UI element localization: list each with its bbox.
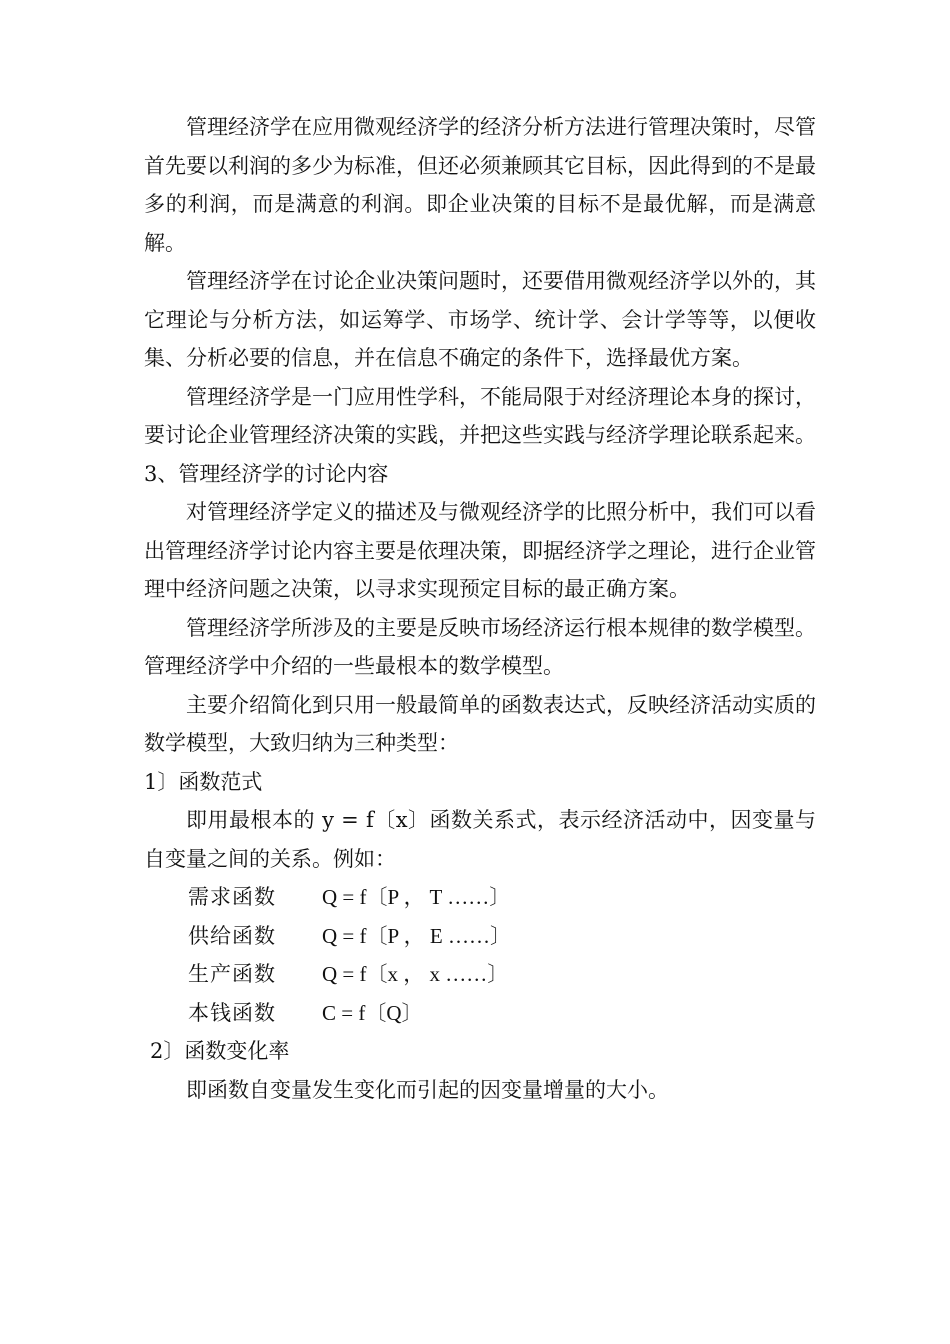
paragraph: 即用最根本的 y = f〔x〕函数关系式，表示经济活动中，因变量与自变量之间的关系。例如：: [144, 808, 816, 871]
paragraph: 主要介绍简化到只用一般最简单的函数表达式，反映经济活动实质的数学模型，大致归纳为三种类型：: [144, 692, 816, 755]
formula-row: [144, 878, 816, 917]
function-expression: Q = f〔P ， E ……〕: [322, 923, 511, 948]
paragraph: 管理经济学所涉及的主要是反映市场经济运行根本规律的数学模型。管理经济学中介绍的一些最根本的数学模型。: [144, 615, 816, 678]
function-name: 需求函数: [188, 885, 276, 909]
section-heading: 3、管理经济学的讨论内容: [144, 461, 389, 486]
formula-row: [144, 955, 816, 994]
function-expression: Q = f〔P ， T ……〕: [322, 885, 511, 909]
formula-row: [144, 917, 816, 956]
paragraph: 管理经济学在讨论企业决策问题时，还要借用微观经济学以外的，其它理论与分析方法，如运筹学、市场学、统计学、会计学等等，以便收集、分析必要的信息，并在信息不确定的条件下，选择最优方案。: [144, 269, 816, 370]
formula-row: [144, 994, 816, 1033]
subsection-heading: 2〕函数变化率: [150, 1039, 290, 1063]
function-expression: Q = f〔x ， x ……〕: [322, 962, 509, 986]
document-body: [144, 108, 816, 1109]
paragraph: 管理经济学是一门应用性学科，不能局限于对经济理论本身的探讨，要讨论企业管理经济决策的实践，并把这些实践与经济学理论联系起来。: [144, 384, 816, 447]
function-name: 本钱函数: [188, 1000, 276, 1025]
paragraph: 对管理经济学定义的描述及与微观经济学的比照分析中，我们可以看出管理经济学讨论内容主要是依理决策，即据经济学之理论，进行企业管理中经济问题之决策，以寻求实现预定目标的最正确方案。: [144, 500, 816, 601]
function-expression: C = f〔Q〕: [322, 1000, 423, 1025]
function-name: 生产函数: [188, 962, 276, 986]
paragraph: 管理经济学在应用微观经济学的经济分析方法进行管理决策时，尽管首先要以利润的多少为标准，但还必须兼顾其它目标，因此得到的不是最多的利润，而是满意的利润。即企业决策的目标不是最优解，而是满意解。: [144, 115, 816, 255]
subsection-heading: 1〕函数范式: [144, 769, 263, 794]
function-name: 供给函数: [188, 923, 276, 948]
paragraph: 即函数自变量发生变化而引起的因变量增量的大小。: [186, 1077, 669, 1102]
